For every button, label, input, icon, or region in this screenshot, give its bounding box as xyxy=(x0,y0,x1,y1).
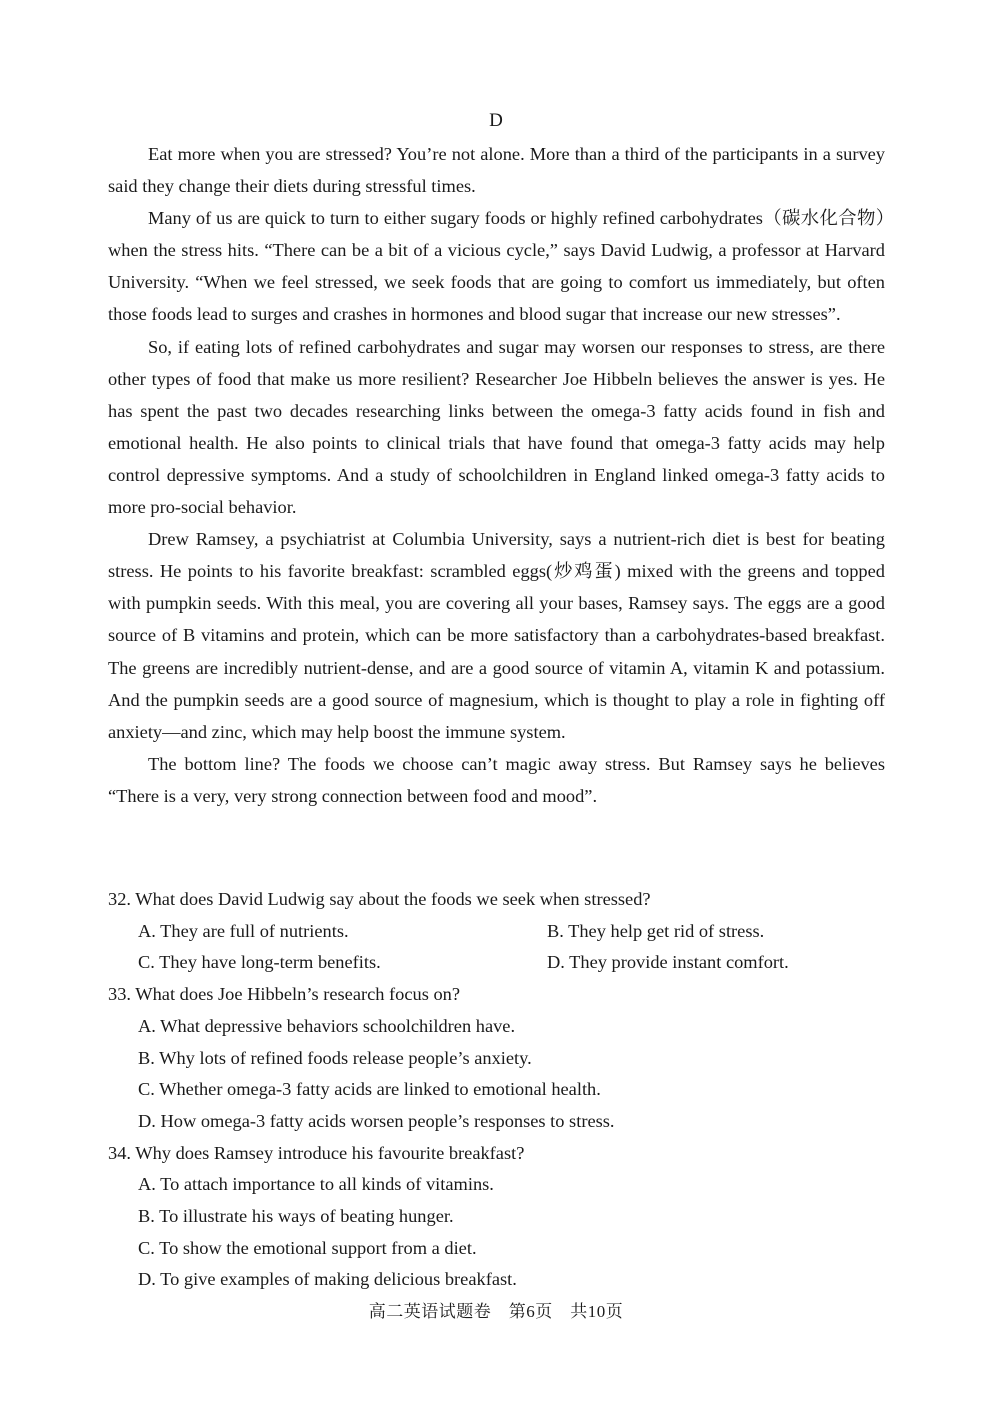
passage-paragraph: The bottom line? The foods we choose can’t magic away stress. But Ramsey says he believes “There is a very, very strong connection between food and mood”. xyxy=(108,753,885,806)
option-d: D. They provide instant comfort. xyxy=(547,952,789,973)
question-34 xyxy=(108,1138,898,1297)
passage-paragraph: Many of us are quick to turn to either sugary foods or highly refined carbohydrates（碳水化合物）when the stress hits. “There can be a bit of a vicious cycle,” says David Ludwig, a professor at Harvard University. “When we feel stressed, we seek foods that are going to comfort us immediately, but often those foods lead to surges and crashes in hormones and blood sugar that increase our new stresses”. xyxy=(108,208,885,325)
option-grid xyxy=(108,916,898,979)
reading-passage xyxy=(108,138,885,812)
question-stem: 34. Why does Ramsey introduce his favourite breakfast? xyxy=(108,1142,525,1163)
page-footer: 高二英语试题卷 第6页 共10页 xyxy=(368,1302,624,1321)
option-c: C. Whether omega-3 fatty acids are linked to emotional health. xyxy=(138,1079,601,1100)
question-list xyxy=(108,884,898,1296)
option-d: D. To give examples of making delicious breakfast. xyxy=(138,1269,517,1290)
option-a: A. To attach importance to all kinds of vitamins. xyxy=(138,1174,494,1195)
option-b: B. Why lots of refined foods release people’s anxiety. xyxy=(138,1047,532,1068)
question-stem: 33. What does Joe Hibbeln’s research focus on? xyxy=(108,984,461,1005)
option-a: A. They are full of nutrients. xyxy=(138,920,349,941)
question-33 xyxy=(108,979,898,1138)
question-stem: 32. What does David Ludwig say about the foods we seek when stressed? xyxy=(108,889,651,909)
option-a: A. What depressive behaviors schoolchildren have. xyxy=(138,1015,516,1036)
option-b: B. To illustrate his ways of beating hunger. xyxy=(138,1206,454,1227)
option-d: D. How omega-3 fatty acids worsen people’s responses to stress. xyxy=(138,1110,615,1131)
option-c: C. They have long-term benefits. xyxy=(138,952,381,973)
question-32 xyxy=(108,884,898,979)
option-c: C. To show the emotional support from a diet. xyxy=(138,1237,477,1258)
passage-paragraph: So, if eating lots of refined carbohydrates and sugar may worsen our responses to stress, are there other types of food that make us more resilient? Researcher Joe Hibbeln believes the answer is yes. He has spent the past two decades researching links between the omega-3 fatty acids found in fish and emotional health. He also points to clinical trials that have found that omega-3 fatty acids may help control depressive symptoms. And a study of schoolchildren in England linked omega-3 fatty acids to more pro-social behavior. xyxy=(108,336,885,518)
option-b: B. They help get rid of stress. xyxy=(547,920,765,941)
passage-paragraph: Eat more when you are stressed? You’re not alone. More than a third of the participants in a survey said they change their diets during stressful times. xyxy=(108,144,885,197)
passage-paragraph: Drew Ramsey, a psychiatrist at Columbia University, says a nutrient-rich diet is best for beating stress. He points to his favorite breakfast: scrambled eggs(炒鸡蛋) mixed with the greens and topped with pumpkin seeds. With this meal, you are covering all your bases, Ramsey says. The eggs are a good source of B vitamins and protein, which can be more satisfactory than a carbohydrates-based breakfast. The greens are incredibly nutrient-dense, and are a good source of vitamin A, vitamin K and potassium. And the pumpkin seeds are a good source of magnesium, which is thought to play a role in fighting off anxiety—and zinc, which may help boost the immune system. xyxy=(108,529,885,742)
section-heading: D xyxy=(489,110,503,131)
